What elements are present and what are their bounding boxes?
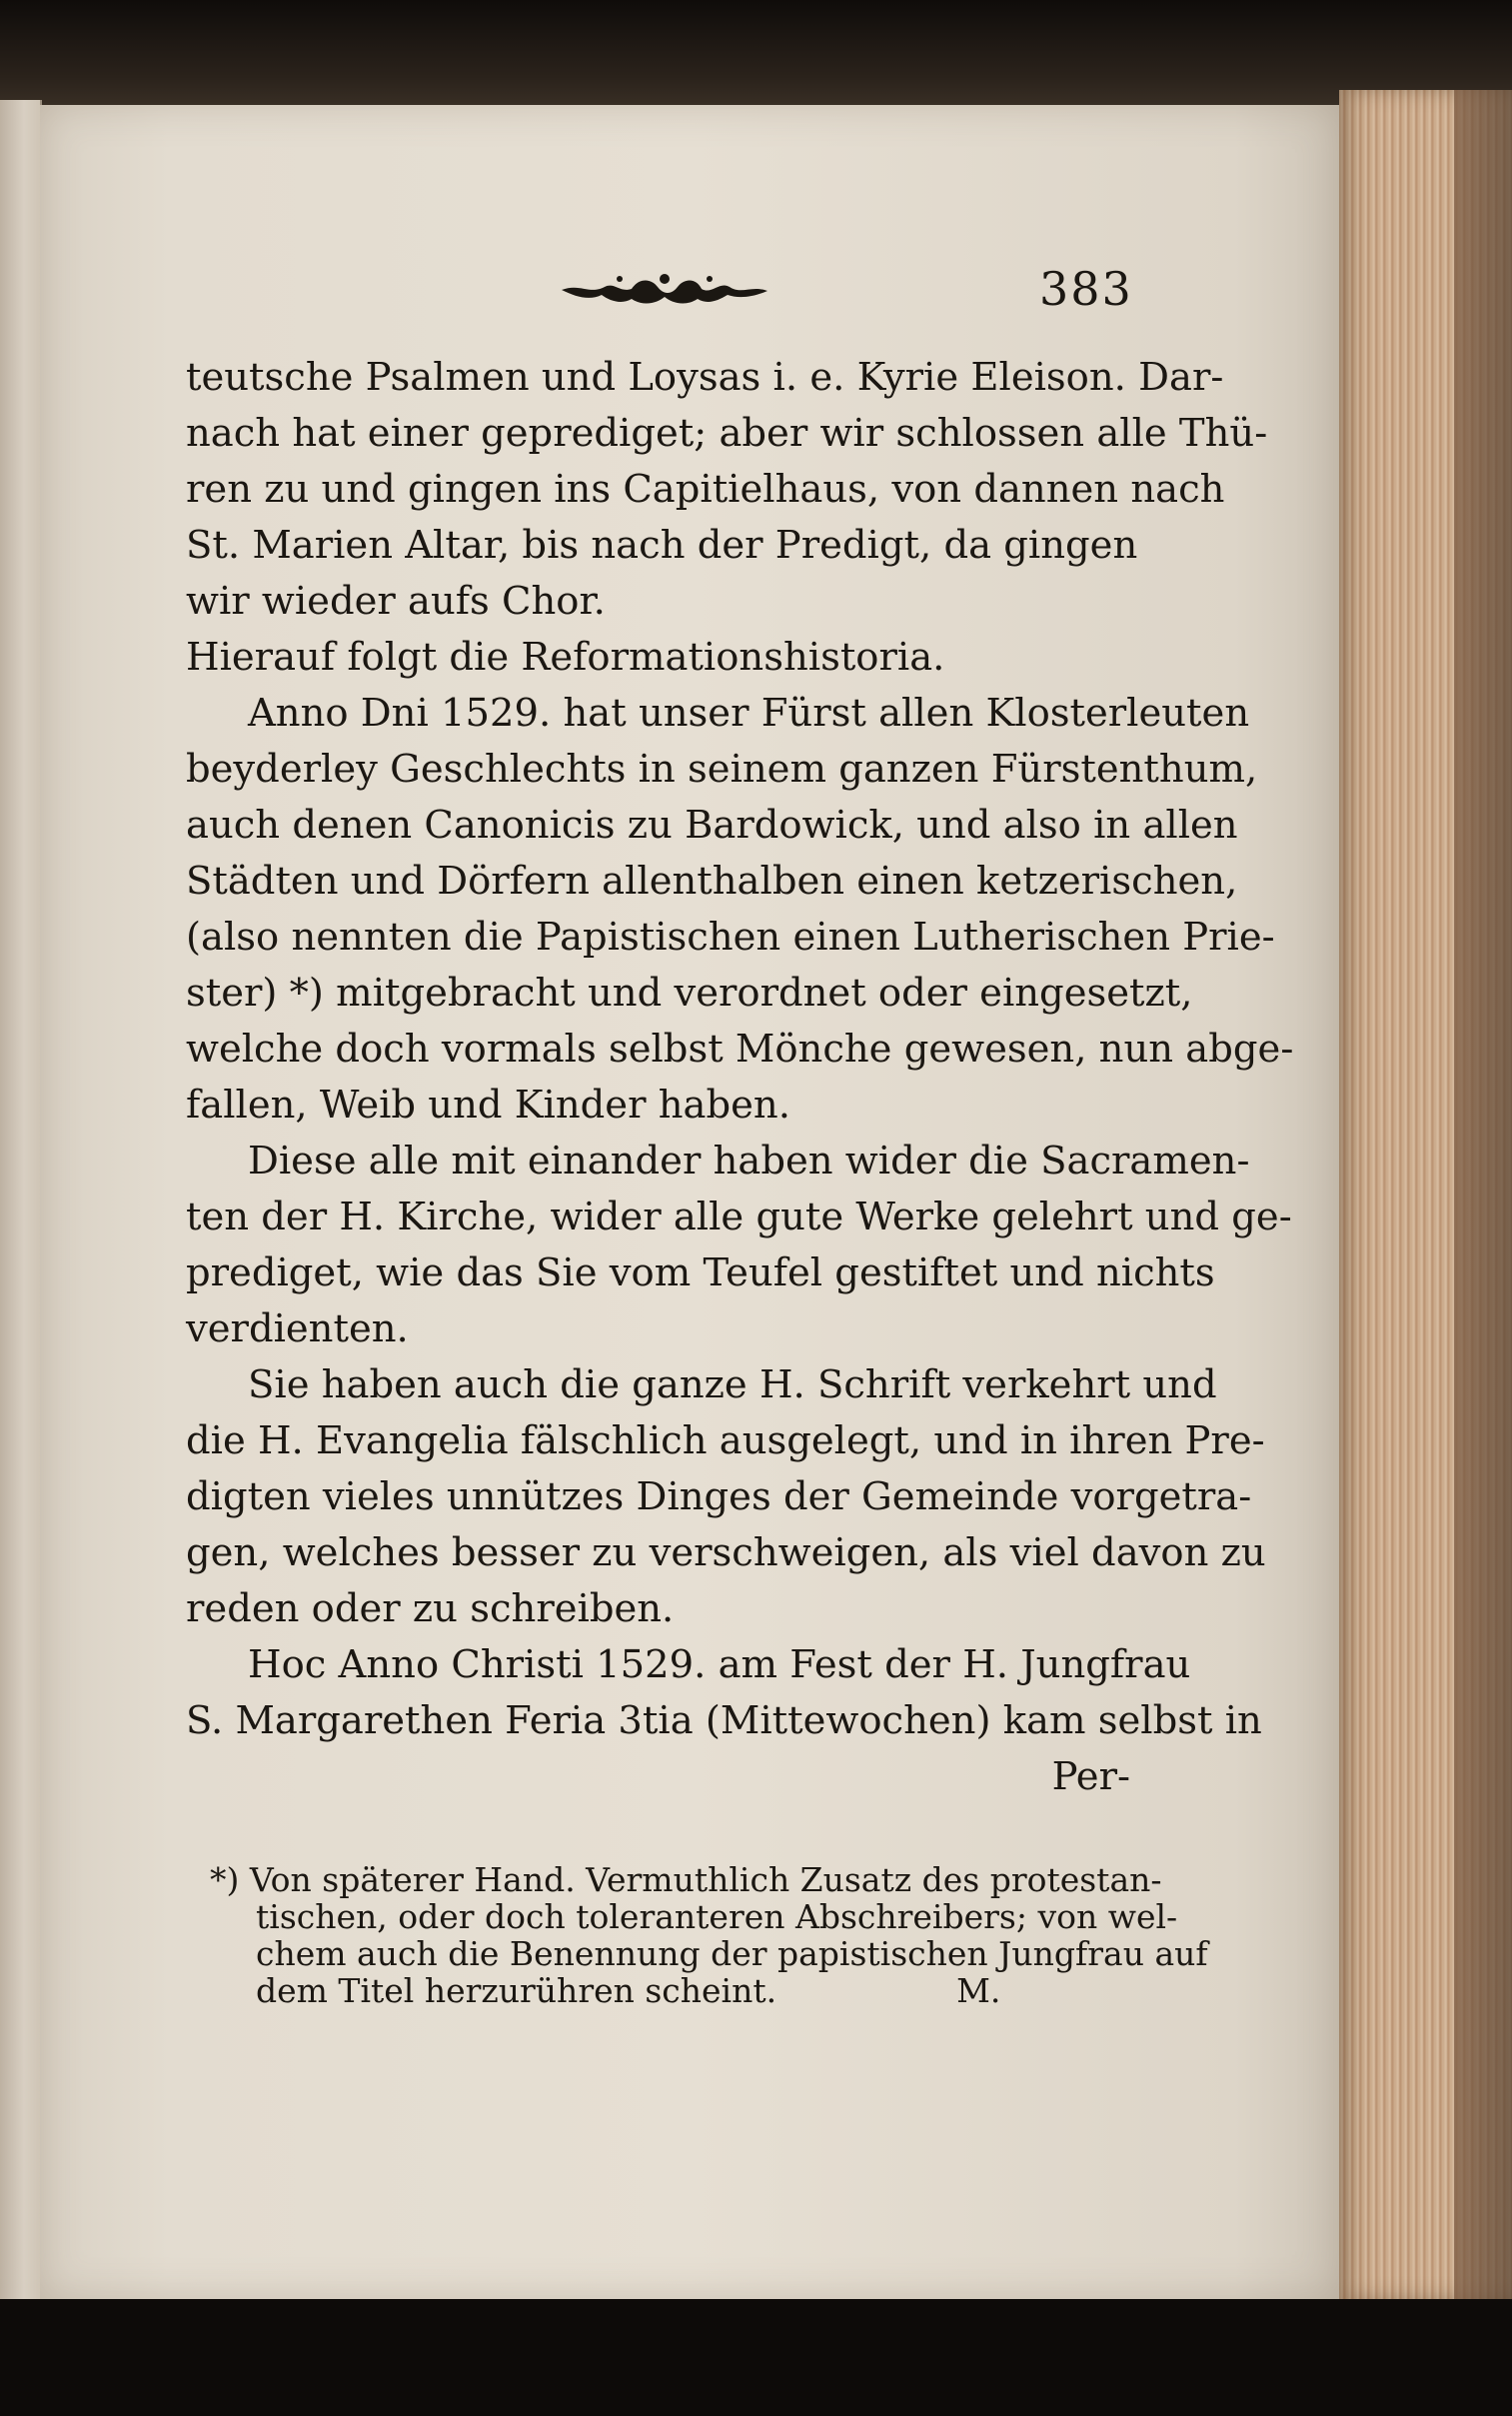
text-line: die H. Evangelia fälschlich ausgelegt, und in ihren Pre- xyxy=(186,1418,1265,1463)
footnote-text: dem Titel herzurühren scheint. xyxy=(256,1971,777,2010)
text-line: S. Margarethen Feria 3tia (Mittewochen) kam selbst in xyxy=(186,1698,1262,1743)
text-line: ster) *) mitgebracht und verordnet oder eingesetzt, xyxy=(186,971,1193,1016)
text-line: fallen, Weib und Kinder haben. xyxy=(186,1083,790,1128)
text-line: welche doch vormals selbst Mönche gewesen, nun abge- xyxy=(186,1027,1294,1072)
text-line: reden oder zu schreiben. xyxy=(186,1586,675,1631)
footnote xyxy=(210,1860,1208,2010)
text-line: ren zu und gingen ins Capitielhaus, von dannen nach xyxy=(186,467,1225,512)
text-line: teutsche Psalmen und Loysas i. e. Kyrie Eleison. Dar- xyxy=(186,355,1224,400)
printer-ornament-icon xyxy=(560,265,769,315)
footnote-line: *) Von späterer Hand. Vermuthlich Zusatz des protestan- xyxy=(210,1860,1162,1899)
page-block-shadow xyxy=(1454,90,1512,2299)
text-line: wir wieder aufs Chor. xyxy=(186,579,606,624)
text-line: gen, welches besser zu verschweigen, als viel davon zu xyxy=(186,1530,1266,1575)
text-line: ten der H. Kirche, wider alle gute Werke gelehrt und ge- xyxy=(186,1195,1292,1239)
footnote-line: chem auch die Benennung der papistischen Jungfrau auf xyxy=(256,1934,1208,1973)
text-line: St. Marien Altar, bis nach der Predigt, da gingen xyxy=(186,523,1138,568)
text-line: Anno Dni 1529. hat unser Fürst allen Klosterleuten xyxy=(248,691,1250,736)
page-number: 383 xyxy=(1039,262,1133,316)
text-line: Diese alle mit einander haben wider die Sacramen- xyxy=(248,1139,1250,1184)
backdrop-top xyxy=(0,0,1512,110)
footnote-line xyxy=(210,1972,1129,2009)
text-line: auch denen Canonicis zu Bardowick, und also in allen xyxy=(186,803,1238,848)
text-line: (also nennten die Papistischen einen Lutherischen Prie- xyxy=(186,915,1275,960)
text-line: Hoc Anno Christi 1529. am Fest der H. Jungfrau xyxy=(248,1642,1191,1687)
text-line: nach hat einer geprediget; aber wir schlossen alle Thü- xyxy=(186,411,1268,456)
footnote-line: tischen, oder doch toleranteren Abschreibers; von wel- xyxy=(256,1897,1178,1936)
text-line: verdienten. xyxy=(186,1306,409,1351)
text-line: Hierauf folgt die Reformationshistoria. xyxy=(186,635,945,680)
text-line: prediget, wie das Sie vom Teufel gestiftet und nichts xyxy=(186,1250,1215,1295)
backdrop-bottom xyxy=(0,2299,1512,2416)
text-line: digten vieles unnützes Dinges der Gemeinde vorgetra- xyxy=(186,1474,1252,1519)
text-line: Sie haben auch die ganze H. Schrift verkehrt und xyxy=(248,1362,1217,1407)
footnote-signature: M. xyxy=(956,1971,1001,2010)
main-text xyxy=(186,350,1294,1805)
left-page-edge xyxy=(0,100,42,2299)
text-line: Städten und Dörfern allenthalben einen ketzerischen, xyxy=(186,859,1238,904)
text-line: Per- xyxy=(1051,1754,1130,1799)
text-line: beyderley Geschlechts in seinem ganzen Fürstenthum, xyxy=(186,747,1258,792)
